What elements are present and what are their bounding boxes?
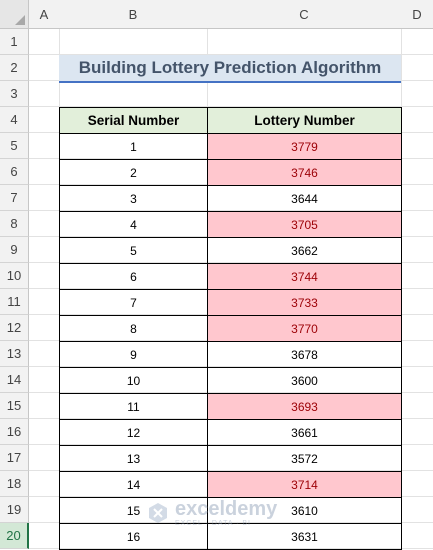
serial-number-cell[interactable]: 13 xyxy=(60,446,208,472)
row-header-7[interactable]: 7 xyxy=(0,185,29,211)
table-row xyxy=(60,186,402,212)
serial-number-cell[interactable]: 10 xyxy=(60,368,208,394)
select-all-icon xyxy=(15,15,25,25)
lottery-number-cell[interactable]: 3714 xyxy=(208,472,402,498)
lottery-number-cell[interactable]: 3600 xyxy=(208,368,402,394)
serial-number-cell[interactable]: 15 xyxy=(60,498,208,524)
serial-number-cell[interactable]: 1 xyxy=(60,134,208,160)
row-header-1[interactable]: 1 xyxy=(0,29,29,55)
row-header-17[interactable]: 17 xyxy=(0,445,29,471)
serial-number-cell[interactable]: 2 xyxy=(60,160,208,186)
lottery-number-cell[interactable]: 3661 xyxy=(208,420,402,446)
lottery-number-cell[interactable]: 3631 xyxy=(208,524,402,550)
select-all-corner[interactable] xyxy=(0,0,29,29)
row-header-15[interactable]: 15 xyxy=(0,393,29,419)
exceldemy-watermark xyxy=(146,499,277,527)
serial-number-cell[interactable]: 12 xyxy=(60,420,208,446)
lottery-number-cell[interactable]: 3662 xyxy=(208,238,402,264)
table-row xyxy=(60,316,402,342)
serial-number-cell[interactable]: 8 xyxy=(60,316,208,342)
table-row xyxy=(60,134,402,160)
column-header-a[interactable]: A xyxy=(29,0,60,29)
table-row xyxy=(60,446,402,472)
row-header-13[interactable]: 13 xyxy=(0,341,29,367)
sheet-title[interactable]: Building Lottery Prediction Algorithm xyxy=(59,55,401,83)
row-header-3[interactable]: 3 xyxy=(0,81,29,107)
lottery-number-cell[interactable]: 3733 xyxy=(208,290,402,316)
lottery-number-cell[interactable]: 3746 xyxy=(208,160,402,186)
row-header-4[interactable]: 4 xyxy=(0,107,29,133)
lottery-number-cell[interactable]: 3678 xyxy=(208,342,402,368)
table-row xyxy=(60,212,402,238)
row-header-16[interactable]: 16 xyxy=(0,419,29,445)
header-serial-number[interactable]: Serial Number xyxy=(60,108,208,134)
watermark-brand: exceldemy xyxy=(175,498,278,520)
lottery-number-cell[interactable]: 3572 xyxy=(208,446,402,472)
lottery-number-cell[interactable]: 3705 xyxy=(208,212,402,238)
row-header-11[interactable]: 11 xyxy=(0,289,29,315)
column-header-b[interactable]: B xyxy=(59,0,208,29)
row-header-8[interactable]: 8 xyxy=(0,211,29,237)
lottery-number-cell[interactable]: 3610 xyxy=(208,498,402,524)
lottery-number-cell[interactable]: 3779 xyxy=(208,134,402,160)
serial-number-cell[interactable]: 4 xyxy=(60,212,208,238)
row-header-6[interactable]: 6 xyxy=(0,159,29,185)
serial-number-cell[interactable]: 11 xyxy=(60,394,208,420)
table-row xyxy=(60,472,402,498)
table-row xyxy=(60,524,402,550)
table-row xyxy=(60,394,402,420)
serial-number-cell[interactable]: 3 xyxy=(60,186,208,212)
row-header-12[interactable]: 12 xyxy=(0,315,29,341)
serial-number-cell[interactable]: 7 xyxy=(60,290,208,316)
serial-number-cell[interactable]: 9 xyxy=(60,342,208,368)
lottery-table xyxy=(59,107,402,550)
table-row xyxy=(60,238,402,264)
row-header-20[interactable]: 20 xyxy=(0,523,29,549)
table-row xyxy=(60,368,402,394)
column-header-c[interactable]: C xyxy=(207,0,402,29)
row-header-2[interactable]: 2 xyxy=(0,55,29,81)
row-header-19[interactable]: 19 xyxy=(0,497,29,523)
table-row xyxy=(60,420,402,446)
row-header-9[interactable]: 9 xyxy=(0,237,29,263)
row-header-10[interactable]: 10 xyxy=(0,263,29,289)
exceldemy-logo-icon xyxy=(146,501,170,525)
serial-number-cell[interactable]: 14 xyxy=(60,472,208,498)
column-header-d[interactable]: D xyxy=(401,0,433,29)
serial-number-cell[interactable]: 16 xyxy=(60,524,208,550)
lottery-number-cell[interactable]: 3744 xyxy=(208,264,402,290)
lottery-number-cell[interactable]: 3770 xyxy=(208,316,402,342)
serial-number-cell[interactable]: 5 xyxy=(60,238,208,264)
row-header-18[interactable]: 18 xyxy=(0,471,29,497)
table-row xyxy=(60,342,402,368)
row-header-5[interactable]: 5 xyxy=(0,133,29,159)
watermark-tagline: EXCEL · DATA · BI xyxy=(175,520,251,527)
row-header-14[interactable]: 14 xyxy=(0,367,29,393)
lottery-number-cell[interactable]: 3644 xyxy=(208,186,402,212)
table-row xyxy=(60,290,402,316)
table-row xyxy=(60,160,402,186)
table-row xyxy=(60,264,402,290)
lottery-number-cell[interactable]: 3693 xyxy=(208,394,402,420)
header-lottery-number[interactable]: Lottery Number xyxy=(208,108,402,134)
serial-number-cell[interactable]: 6 xyxy=(60,264,208,290)
